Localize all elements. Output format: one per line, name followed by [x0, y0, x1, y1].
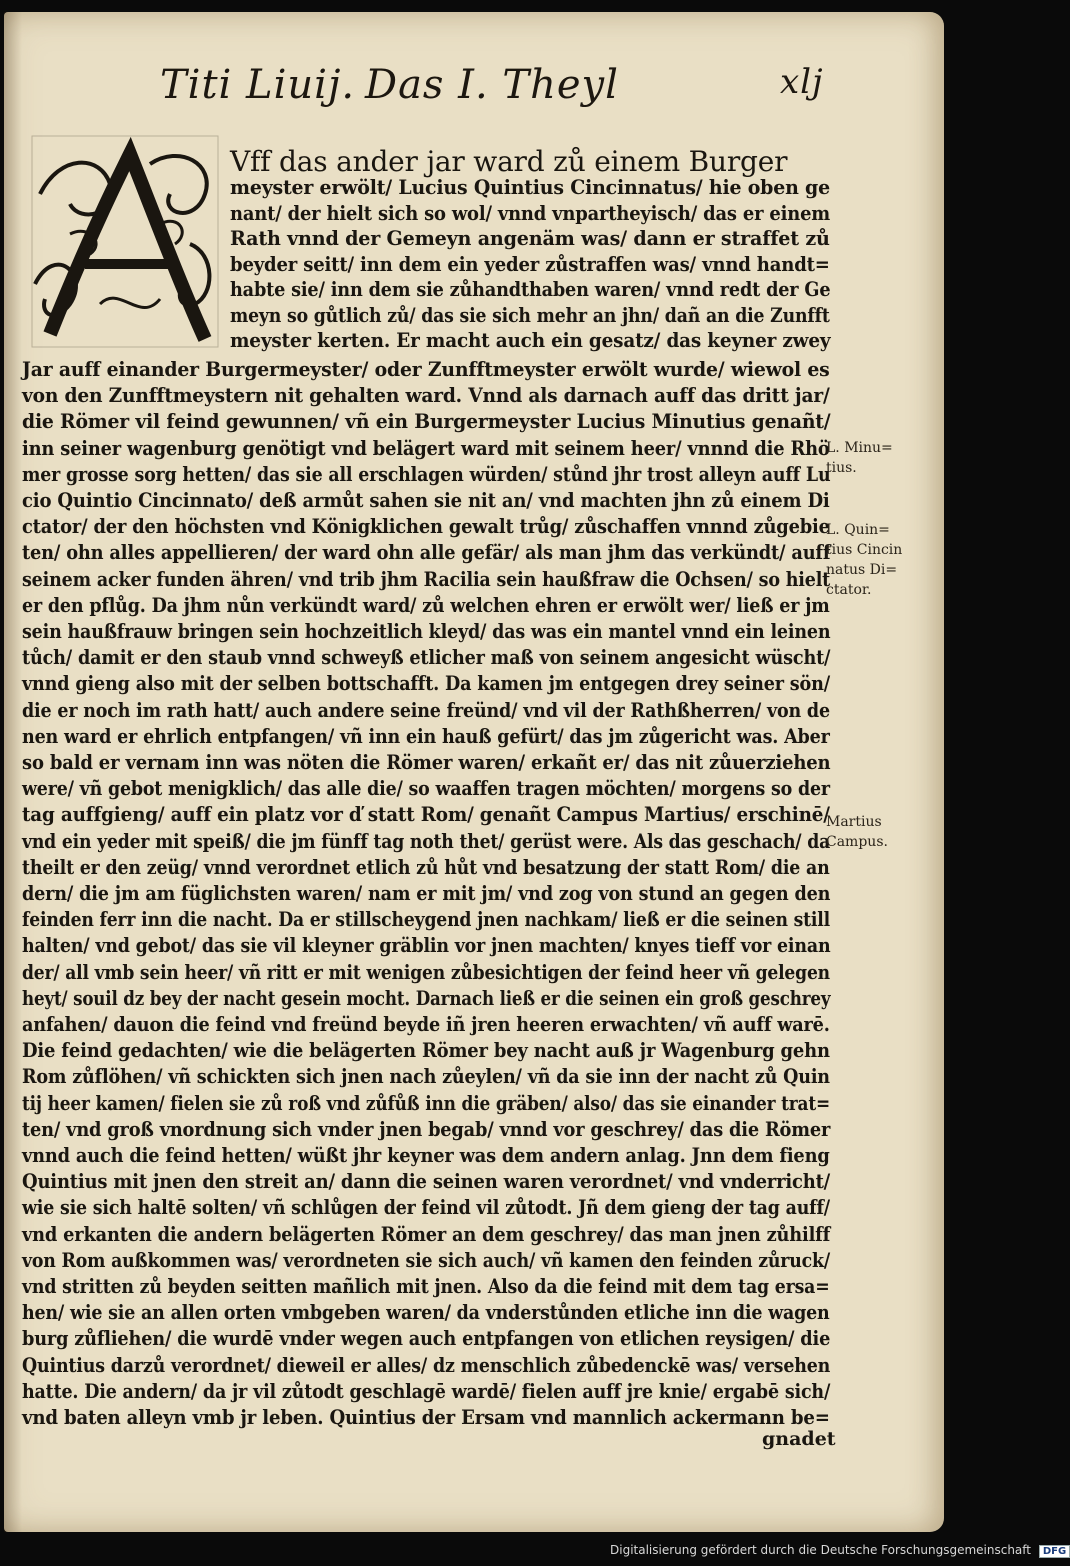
margin-note-minutius: L. Minu= tius. [826, 440, 893, 476]
text-line: die Römer vil feind gewunnen/ vñ ein Burgermeyster Lucius Minutius genañt/ [22, 410, 831, 434]
margin-note-campus: Martius Campus. [826, 814, 888, 850]
text-line: nen ward er ehrlich entpfangen/ vñ inn ein hauß gefürt/ das jm zůgericht was. Aber [22, 724, 830, 748]
credit-text: Digitalisierung gefördert durch die Deutsche Forschungsgemeinschaft [610, 1543, 1032, 1557]
text-line: Quintius mit jnen den streit an/ dann die seinen waren verordnet/ vnd vnderricht/ [22, 1170, 831, 1194]
text-line: hen/ wie sie an allen orten vmbgeben waren/ da vnderstůnden etliche inn die wagen [22, 1301, 830, 1325]
text-line: von den Zunfftmeystern nit gehalten ward. Vnnd als darnach auff das dritt jar/ [22, 384, 830, 408]
text-line: hatte. Die andern/ da jr vil zůtodt geschlagē wardē/ fielen auff jre knie/ ergabē sich/ [22, 1379, 831, 1403]
text-line: wie sie sich haltē solten/ vñ schlůgen der feind vil zůtodt. Jñ dem gieng der tag auff/ [22, 1196, 830, 1220]
text-line: Vff das ander jar ward zů einem Burger [230, 145, 788, 178]
text-line: die er noch im rath hatt/ auch andere seine freünd/ vnd vil der Rathßherren/ von de [22, 698, 830, 722]
folio-number: xlj [780, 62, 824, 102]
text-line: anfahen/ dauon die feind vnd freünd beyde iñ jren heeren erwachten/ vñ auff warē. [22, 1013, 830, 1036]
header-part: Das I. Theyl [365, 62, 619, 108]
text-line: vnd ein yeder mit speiß/ die jm fünff tag noth thet/ gerüst were. Als das geschach/ da [22, 829, 831, 853]
text-line: der/ all vmb sein heer/ vñ ritt er mit wenigen zůbesichtigen der feind heer vñ gelegen [22, 960, 830, 984]
text-line: halten/ vnd gebot/ das sie vil kleyner gräblin vor jnen machten/ knyes tieff vor einan [22, 934, 831, 958]
text-line: vnnd gieng also mit der selben bottschafft. Da kamen jm entgegen drey seiner sön/ [22, 672, 830, 696]
text-line: Jar auff einander Burgermeyster/ oder Zunfftmeyster erwölt wurde/ wiewol es [22, 358, 830, 381]
text-line: vnd stritten zů beyden seitten mañlich mit jnen. Also da die feind mit dem tag ersa= [22, 1275, 830, 1298]
catchword: gnadet [762, 1428, 836, 1450]
text-line: were/ vñ gebot menigklich/ das alle die/ so waaffen tragen möchten/ morgens so der [22, 777, 830, 801]
text-line: heyt/ souil dz bey der nacht gesein mocht. Darnach ließ er die seinen ein groß geschrey [22, 986, 831, 1010]
digitization-credit [610, 1543, 1070, 1558]
text-line: Rom zůflöhen/ vñ schickten sich jnen nach zůeylen/ vñ da sie inn der nacht zů Quin [22, 1065, 830, 1089]
text-line: tůch/ damit er den staub vnnd schweyß etlicher maß von seinem angesicht wüscht/ [22, 646, 831, 670]
text-line: vnd erkanten die andern belägerten Römer an dem geschrey/ das man jnen zůhilff [22, 1222, 831, 1246]
text-line: inn seiner wagenburg genötigt vnd belägert ward mit seinem heer/ vnnnd die Rhö [22, 436, 830, 460]
running-header [160, 62, 840, 122]
text-line: Rath vnnd der Gemeyn angenäm was/ dann er straffet zů [230, 227, 830, 250]
text-line: er den pflůg. Da jhm nůn verkündt ward/ zů welchen ehren er erwölt wer/ ließ er jm [22, 593, 830, 617]
decorated-initial-a [30, 134, 220, 349]
margin-note-cincinnatus: L. Quin= tius Cincin natus Di= ctator. [826, 522, 903, 598]
text-line: ten/ vnd groß vnordnung sich vnder jnen begab/ vnnd vor geschrey/ das die Römer [22, 1117, 831, 1141]
text-line: seinem acker funden ähren/ vnd trib jhm Racilia sein haußfraw die Ochsen/ so hielt [22, 567, 831, 591]
text-line: sein haußfrauw bringen sein hochzeitlich kleyd/ das was ein mantel vnnd ein leinen [22, 620, 831, 643]
text-line: vnnd auch die feind hetten/ wüßt jhr keyner was dem andern anlag. Jnn dem fieng [22, 1144, 830, 1167]
dfg-logo: DFG [1039, 1545, 1070, 1558]
text-line: nant/ der hielt sich so wol/ vnnd vnpartheyisch/ das er einem [230, 201, 831, 225]
text-line: ten/ ohn alles appellieren/ der ward ohn alle gefär/ als man jhm das verkündt/ auff [22, 541, 831, 565]
text-line: meyn so gůtlich zů/ das sie sich mehr an jhn/ dañ an die Zunfft [230, 303, 830, 327]
gutter-shadow [4, 12, 22, 1532]
text-line: tag auffgieng/ auff ein platz vor ď statt Rom/ genañt Campus Martius/ erschinē/ [22, 803, 830, 827]
text-line: tij heer kamen/ fielen sie zů roß vnd zůfůß inn die gräben/ also/ das sie einander trat= [22, 1091, 831, 1115]
text-line: von Rom außkommen was/ verordneten sie sich auch/ vñ kamen den feinden zůruck/ [22, 1248, 830, 1272]
text-line: Quintius darzů verordnet/ dieweil er alles/ dz menschlich zůbedenckē was/ versehen [22, 1353, 831, 1377]
text-line: feinden ferr inn die nacht. Da er stillscheygend jnen nachkam/ ließ er die seinen still [22, 908, 831, 932]
text-line: so bald er vernam inn was nöten die Römer waren/ erkañt er/ das nit zůuerziehen [22, 751, 831, 774]
text-line: mer grosse sorg hetten/ das sie all erschlagen würden/ stůnd jhr trost alleyn auff Lu [22, 462, 831, 486]
header-title: Titi Liuij. [160, 62, 356, 108]
text-line: cio Quintio Cincinnato/ deß armůt sahen sie nit an/ vnd machten jhn zů einem Di [22, 489, 830, 512]
text-line: habte sie/ inn dem sie zůhandthaben waren/ vnnd redt der Ge [230, 278, 831, 301]
text-line: vnd baten alleyn vmb jr leben. Quintius der Ersam vnd mannlich ackermann be= [22, 1406, 830, 1429]
text-line: Die feind gedachten/ wie die belägerten Römer bey nacht auß jr Wagenburg gehn [22, 1039, 830, 1063]
text-line: theilt er den zeüg/ vnnd verordnet etlich zů hůt vnd besatzung der statt Rom/ die an [22, 855, 830, 879]
text-line: meyster kerten. Er macht auch ein gesatz/ das keyner zwey [230, 329, 831, 352]
text-line: meyster erwölt/ Lucius Quintius Cincinnatus/ hie oben ge [230, 176, 830, 199]
text-line: beyder seitt/ inn dem ein yeder zůstraffen was/ vnnd handt= [230, 252, 830, 276]
text-line: dern/ die jm am füglichsten waren/ nam er mit jm/ vnd zog von stund an gegen den [22, 882, 831, 905]
text-line: burg zůfliehen/ die wurdē vnder wegen auch entpfangen von etlichen reysigen/ die [22, 1327, 831, 1351]
text-line: ctator/ der den höchsten vnd Königklichen gewalt trůg/ zůschaffen vnnnd zůgebie [22, 515, 830, 539]
